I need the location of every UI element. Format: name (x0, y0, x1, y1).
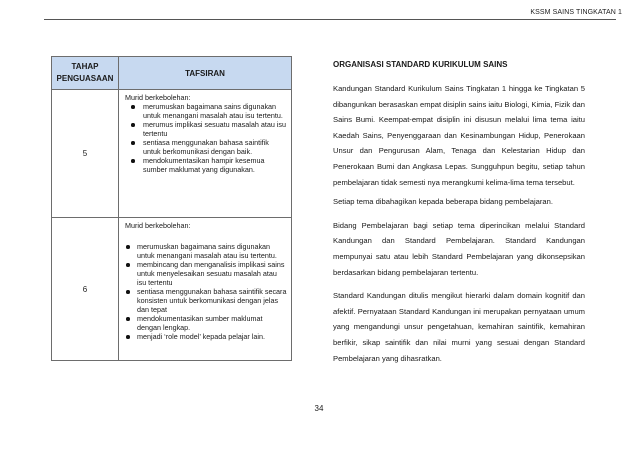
list-item: merumuskan bagaimana sains digunakan untuk menangani masalah atau isu tertentu. (125, 102, 288, 120)
level-cell: 5 (52, 90, 119, 218)
list-item: mendokumentasikan sumber maklumat dengan lengkap. (125, 314, 288, 332)
paragraph: Standard Kandungan ditulis mengikut hierarki dalam domain kognitif dan afektif. Pernyataan Standard Kandungan ini merupakan pernyataan umum yang mengandungi unsur pengetahuan, kemahiran saintifik, kemahiran berfikir, sikap saintifik dan nilai murni yang sesuai dengan Standard Pembelajaran yang dihasratkan. (333, 291, 585, 363)
header-rule (44, 19, 616, 20)
paragraph: Kandungan Standard Kurikulum Sains Tingkatan 1 hingga ke Tingkatan 5 dibangunkan berasaskan empat disiplin sains iaitu Biologi, Kimia, Fizik dan Sains Bumi. Keempat-empat disiplin ini disusun melalui lima tema iaitu Kaedah Sains, Penyenggaraan dan Kesinambungan Hidup, Penerokaan Unsur dan Pengurusan Alam, Tenaga dan Kelestarian Hidup dan Penerokaan Bumi dan Angkasa Lepas. Sungguhpun begitu, setiap tahun pembelajaran tidak semesti nya merangkumi kelima-lima tema tersebut. (333, 84, 585, 187)
list-item: membincang dan menganalisis implikasi sains untuk menyelesaikan sesuatu masalah atau isu tertentu (125, 260, 288, 287)
interpretation-intro: Murid berkebolehan: (125, 221, 191, 230)
section-heading: ORGANISASI STANDARD KURIKULUM SAINS (333, 60, 508, 69)
list-item: mendokumentasikan hampir kesemua sumber maklumat yang digunakan. (125, 156, 288, 174)
col-header-level: TAHAP PENGUASAAN (52, 57, 119, 90)
list-item: merumuskan bagaimana sains digunakan untuk menangani masalah atau isu tertentu. (125, 242, 288, 260)
paragraph: Bidang Pembelajaran bagi setiap tema diperincikan melalui Standard Kandungan dan Standard Pembelajaran. Standard Kandungan mempunyai satu atau lebih Standard Pembelajaran yang dikonsepsikan berdasarkan bidang pembelajaran tertentu. (333, 220, 585, 277)
interpretation-list (125, 102, 288, 174)
list-item: menjadi ‘role model’ kepada pelajar lain. (125, 332, 288, 341)
running-header: KSSM SAINS TINGKATAN 1 (530, 9, 622, 16)
curriculum-organisation-section (333, 60, 585, 366)
table-row (52, 90, 292, 218)
interpretation-list (125, 242, 288, 341)
interpretation-cell (119, 218, 292, 361)
interpretation-cell (119, 90, 292, 218)
page-number: 34 (314, 404, 324, 413)
paragraph: Setiap tema dibahagikan kepada beberapa bidang pembelajaran. (333, 197, 553, 207)
col-header-interpretation: TAFSIRAN (119, 57, 292, 90)
list-item: sentiasa menggunakan bahasa saintifik untuk berkomunikasi dengan baik. (125, 138, 288, 156)
interpretation-intro: Murid berkebolehan: (125, 93, 191, 102)
table-row (52, 218, 292, 361)
list-item: merumus implikasi sesuatu masalah atau isu tertentu (125, 120, 288, 138)
list-item: sentiasa menggunakan bahasa saintifik secara konsisten untuk berkomunikasi dengan jelas dan tepat (125, 287, 288, 314)
mastery-level-table (51, 56, 292, 361)
level-cell: 6 (52, 218, 119, 361)
